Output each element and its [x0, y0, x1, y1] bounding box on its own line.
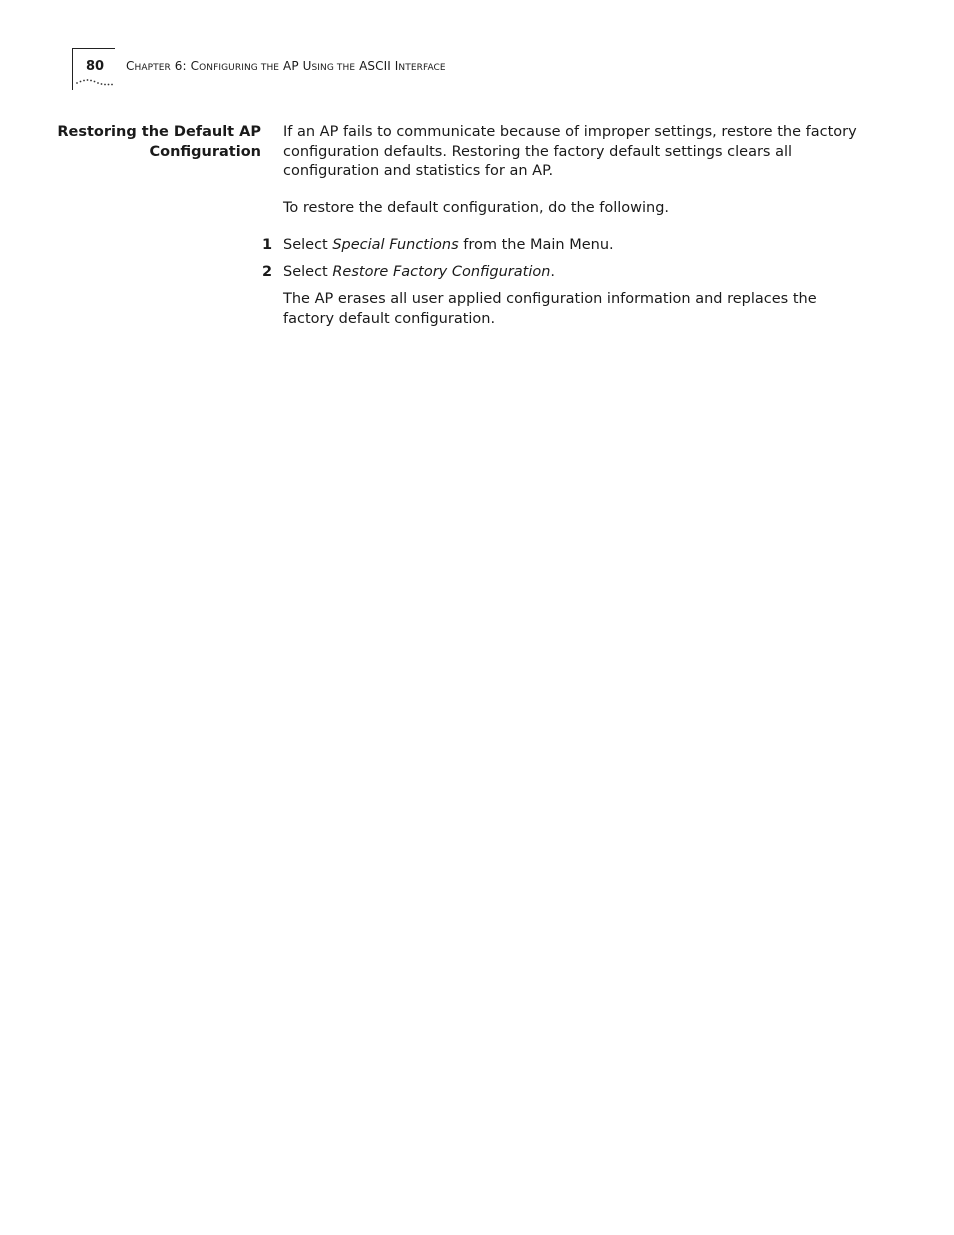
step-text: .	[550, 264, 556, 280]
running-head-part: C	[126, 59, 135, 73]
page-number-corner	[72, 48, 115, 90]
running-head-part: ASCII I	[355, 59, 399, 73]
intro-paragraph: If an AP fails to communicate because of improper settings, restore the factory configuration defaults. Restoring the factory default settings clears all configuration and statistics for an AP.	[283, 124, 857, 179]
running-head-part: SING THE	[311, 63, 356, 73]
step-number: 2	[262, 264, 273, 280]
menu-option-name: Restore Factory Configuration	[332, 264, 551, 280]
step-item	[262, 236, 614, 256]
dotted-rule-decoration	[75, 77, 115, 87]
step-number: 1	[262, 237, 273, 253]
running-head	[126, 59, 446, 75]
running-head-part: 6: C	[170, 59, 200, 73]
step-item	[262, 263, 556, 283]
result-paragraph: The AP erases all user applied configuration information and replaces the factory default configuration.	[283, 291, 817, 327]
section-heading	[51, 122, 261, 162]
running-head-part: ONFIGURING THE	[199, 63, 280, 73]
step-text: Select	[283, 237, 333, 253]
menu-option-name: Special Functions	[332, 237, 459, 253]
running-head-part: HAPTER	[134, 63, 171, 73]
page-number: 80	[86, 59, 105, 74]
section-heading-line: Restoring the Default AP	[57, 124, 261, 140]
lead-in-paragraph: To restore the default configuration, do the following.	[283, 200, 670, 216]
step-text: Select	[283, 264, 333, 280]
running-head-part: NTERFACE	[398, 63, 446, 73]
step-text: from the Main Menu.	[458, 237, 614, 253]
running-head-part: AP U	[279, 59, 312, 73]
section-heading-line: Configuration	[149, 144, 261, 160]
